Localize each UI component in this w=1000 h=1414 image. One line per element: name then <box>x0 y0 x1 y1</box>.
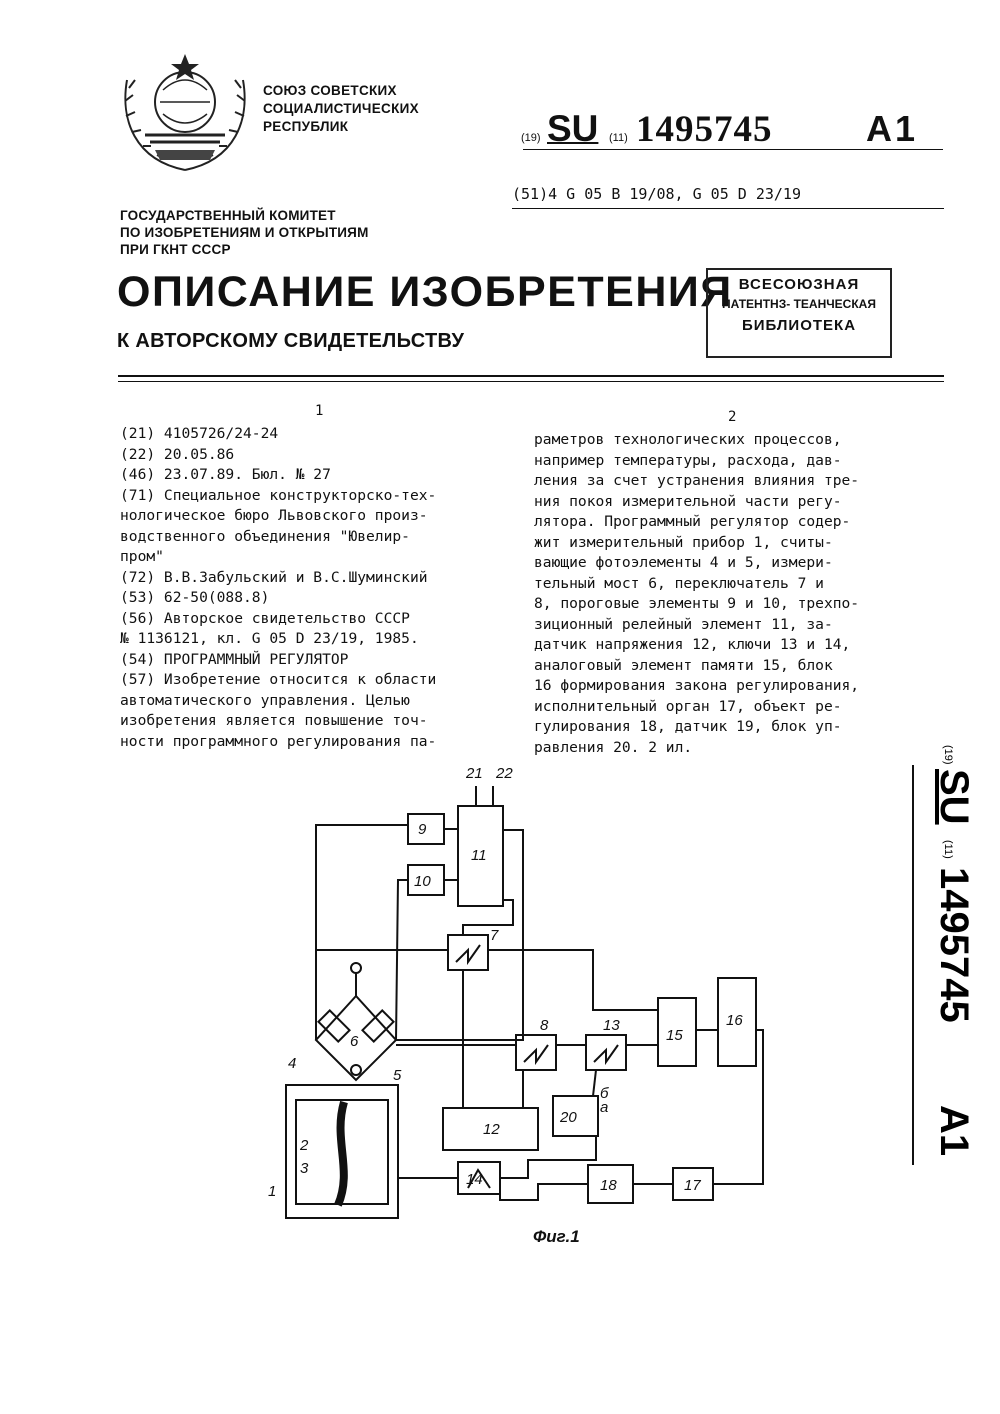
label-17: 17 <box>684 1177 701 1194</box>
label-4: 4 <box>288 1055 297 1072</box>
label-15: 15 <box>666 1027 683 1044</box>
abstract-line: исполнительный орган 17, объект ре- <box>534 697 842 715</box>
stamp-line: ВСЕСОЮЗНАЯ <box>738 276 860 293</box>
document-subtitle: К АВТОРСКОМУ СВИДЕТЕЛЬСТВУ <box>117 330 465 352</box>
bibliography <box>120 424 500 752</box>
union-line: СОЦИАЛИСТИЧЕСКИХ <box>263 101 419 116</box>
side-number: 1495745 <box>932 867 976 1023</box>
figure-caption: Фиг.1 <box>533 1227 580 1246</box>
bib-line: пром" <box>120 548 164 565</box>
label-9: 9 <box>418 821 427 838</box>
abstract-line: жит измерительный прибор 1, считы- <box>534 533 833 551</box>
committee-line: ПРИ ГКНТ СССР <box>120 242 231 257</box>
label-20: 20 <box>560 1109 577 1126</box>
label-6: 6 <box>350 1033 359 1050</box>
label-3: 3 <box>300 1160 309 1177</box>
side-code-19: (19) <box>942 745 954 765</box>
abstract-line: раметров технологических процессов, <box>534 431 842 448</box>
stamp-line: ПАТЕНТНЗ- ТЕАНЧЕСКАЯ <box>722 297 876 311</box>
patent-number: 1495745 <box>636 109 773 150</box>
label-22: 22 <box>496 765 513 782</box>
committee-name <box>120 207 369 258</box>
abstract-line: тельный мост 6, переключатель 7 и <box>534 574 824 592</box>
abstract-line: равления 20. 2 ил. <box>534 738 693 756</box>
abstract-line: зиционный релейный элемент 11, за- <box>534 615 833 633</box>
label-5: 5 <box>393 1067 402 1084</box>
side-kind: A1 <box>932 1105 976 1157</box>
bib-line: изобретения является повышение точ- <box>120 712 428 729</box>
abstract-line: ния покоя измерительной части регу- <box>534 492 842 510</box>
abstract-column <box>534 430 914 758</box>
bib-line: (71) Специальное конструкторско-тех- <box>120 486 437 504</box>
bib-line: (46) 23.07.89. Бюл. № 27 <box>120 466 331 483</box>
side-code-11: (11) <box>942 840 954 859</box>
label-1: 1 <box>268 1183 277 1200</box>
ipc-classification: (51)4 G 05 B 19/08, G 05 D 23/19 <box>512 185 801 203</box>
bib-line: (22) 20.05.86 <box>120 445 235 463</box>
code-11: (11) <box>609 132 628 144</box>
side-country: SU <box>932 769 976 825</box>
bib-line: (72) В.В.Забульский и В.С.Шуминский <box>120 568 428 586</box>
label-14: 14 <box>466 1171 483 1188</box>
union-name <box>263 82 419 136</box>
label-2: 2 <box>300 1137 309 1154</box>
country-code: SU <box>547 108 599 149</box>
label-16: 16 <box>726 1012 743 1029</box>
committee-line: ГОСУДАРСТВЕННЫЙ КОМИТЕТ <box>120 208 336 223</box>
label-8: 8 <box>540 1017 549 1034</box>
ussr-emblem <box>115 40 255 185</box>
library-stamp <box>706 268 892 358</box>
side-patent-label <box>905 745 976 1185</box>
bib-line: № 1136121, кл. G 05 D 23/19, 1985. <box>120 630 419 647</box>
bib-line: (54) ПРОГРАММНЫЙ РЕГУЛЯТОР <box>120 650 349 668</box>
abstract-line: лятора. Программный регулятор содер- <box>534 513 851 530</box>
publication-number <box>521 108 951 152</box>
label-7: 7 <box>490 927 499 944</box>
bib-line: (57) Изобретение относится к области <box>120 671 437 688</box>
union-line: РЕСПУБЛИК <box>263 119 349 134</box>
abstract-line: гулирования 18, датчик 19, блок уп- <box>534 718 842 735</box>
abstract-line: аналоговый элемент памяти 15, блок <box>534 656 833 674</box>
bib-line: (56) Авторское свидетельство СССР <box>120 609 410 627</box>
document-title: ОПИСАНИЕ ИЗОБРЕТЕНИЯ <box>117 268 733 316</box>
bib-line: ности программного регулирования па- <box>120 732 437 750</box>
bib-line: водственного объединения "Ювелир- <box>120 527 410 545</box>
bib-line: (21) 4105726/24-24 <box>120 425 279 442</box>
port-a: а <box>600 1099 609 1116</box>
union-line: СОЮЗ СОВЕТСКИХ <box>263 83 397 98</box>
kind-code: A1 <box>866 108 919 149</box>
label-21: 21 <box>466 765 483 782</box>
abstract-line: 8, пороговые элементы 9 и 10, трехпо- <box>534 595 860 612</box>
abstract-line: ления за счет устранения влияния тре- <box>534 472 860 489</box>
abstract-line: вающие фотоэлементы 4 и 5, измери- <box>534 554 833 571</box>
label-12: 12 <box>483 1121 500 1138</box>
divider <box>118 375 944 377</box>
abstract-line: датчик напряжения 12, ключи 13 и 14, <box>534 636 851 653</box>
port-b: б <box>600 1085 609 1102</box>
bib-line: автоматического управления. Целью <box>120 691 410 709</box>
bib-line: нологическое бюро Львовского произ- <box>120 507 428 524</box>
label-11: 11 <box>471 847 487 864</box>
code-19: (19) <box>521 132 541 144</box>
label-13: 13 <box>603 1017 620 1034</box>
column-number-left: 1 <box>315 403 324 419</box>
label-18: 18 <box>600 1177 617 1194</box>
committee-line: ПО ИЗОБРЕТЕНИЯМ И ОТКРЫТИЯМ <box>120 225 369 240</box>
divider <box>523 149 943 150</box>
abstract-line: 16 формирования закона регулирования, <box>534 677 860 694</box>
circuit-diagram <box>258 750 778 1270</box>
divider <box>118 381 944 382</box>
column-number-right: 2 <box>728 409 737 425</box>
stamp-line: БИБЛИОТЕКА <box>741 317 857 334</box>
label-10: 10 <box>414 873 431 890</box>
bib-line: (53) 62-50(088.8) <box>120 589 270 606</box>
abstract-line: например температуры, расхода, дав- <box>534 451 842 469</box>
divider <box>512 208 944 209</box>
